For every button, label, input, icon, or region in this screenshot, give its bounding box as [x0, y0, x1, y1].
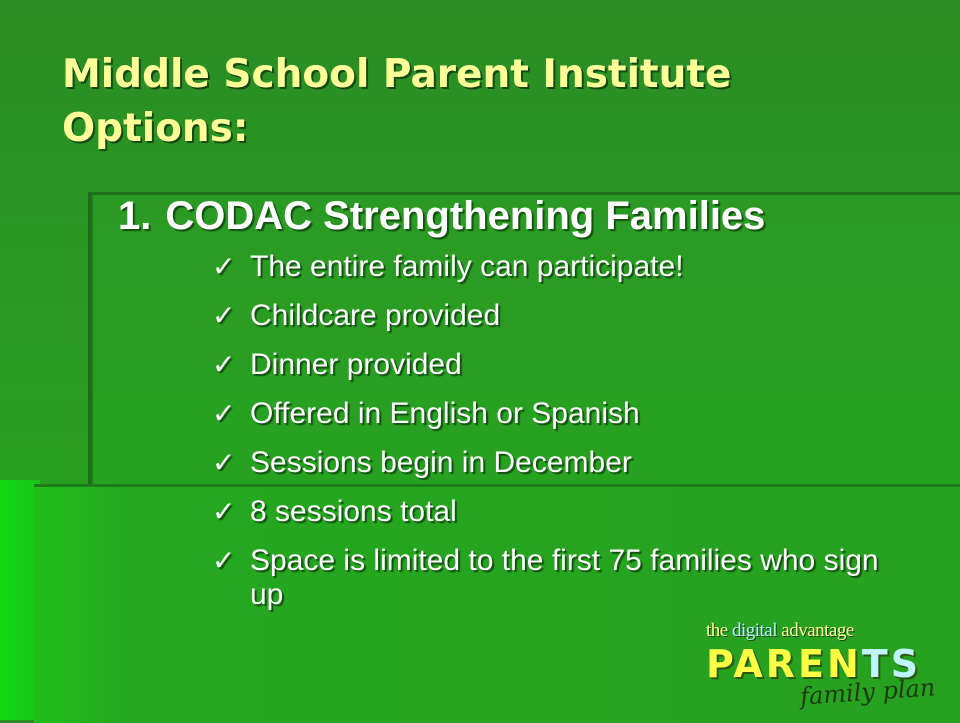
logo-subtitle: family plan — [799, 673, 937, 711]
decorative-band-line — [88, 192, 91, 488]
digital-advantage-logo — [704, 616, 954, 716]
bullet-item — [212, 250, 892, 284]
logo-brand-part-a: PAREN — [706, 642, 862, 686]
section-heading — [118, 192, 938, 240]
bullet-text: Childcare provided — [250, 299, 501, 332]
bullet-item — [212, 299, 892, 333]
bullet-list — [212, 250, 892, 627]
bullet-item — [212, 544, 892, 612]
bullet-text: Offered in English or Spanish — [250, 397, 640, 430]
bullet-item — [212, 446, 892, 480]
logo-tagline — [706, 620, 854, 642]
check-icon: ✓ — [212, 348, 236, 381]
bullet-item — [212, 397, 892, 431]
check-icon: ✓ — [212, 299, 236, 332]
bullet-text: Sessions begin in December — [250, 446, 632, 479]
check-icon: ✓ — [212, 397, 236, 430]
check-icon: ✓ — [212, 250, 236, 283]
bullet-item — [212, 348, 892, 382]
check-icon: ✓ — [212, 544, 236, 577]
check-icon: ✓ — [212, 446, 236, 479]
bullet-text: Space is limited to the first 75 families who sign up — [250, 544, 879, 611]
section-heading-text: CODAC Strengthening Families — [165, 194, 766, 238]
slide-title: Middle School Parent Institute Options: — [62, 52, 732, 151]
bullet-item — [212, 495, 892, 529]
bullet-text: 8 sessions total — [250, 495, 457, 528]
bullet-text: The entire family can participate! — [250, 250, 684, 283]
section-number: 1. — [118, 194, 152, 238]
logo-brand-part-b: TS — [861, 642, 922, 686]
bullet-text: Dinner provided — [250, 348, 462, 381]
check-icon: ✓ — [212, 495, 236, 528]
logo-tagline-prefix: the — [706, 620, 732, 641]
logo-tagline-suffix: advantage — [777, 620, 854, 641]
logo-tagline-accent: digital — [731, 620, 778, 641]
